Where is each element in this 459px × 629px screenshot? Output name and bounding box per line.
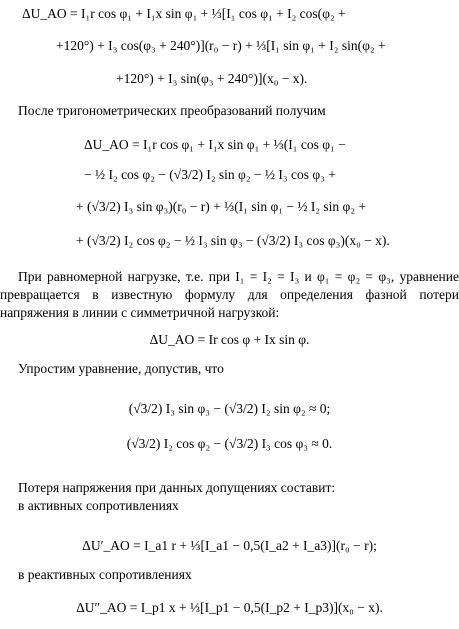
paragraph-4-line1: Потеря напряжения при данных допущениях составит: — [18, 480, 336, 495]
paragraph-2 — [0, 268, 459, 322]
paragraph-5: в реактивных сопротивлениях — [18, 567, 192, 582]
paragraph-2-text: При равномерной нагрузке, т.е. при I₁ = I₂ = I₃ и φ₁ = φ₂ = φ₃, уравнение превращается в известную формулу для определения фазной потери напряжения в линии с симметричной нагрузкой: — [0, 269, 459, 320]
equation-5: ΔU′_AO = I_a1 r + ⅓[I_a1 − 0,5(I_a2 + I_a3)](r₀ − r); — [82, 538, 377, 553]
eq4-line2: (√3/2) I₂ cos φ₂ − (√3/2) I₃ cos φ₃ ≈ 0. — [126, 436, 333, 451]
eq2-line4: + (√3/2) I₂ cos φ₂ − ½ I₃ sin φ₃ − (√3/2) I₃ cos φ₃)(x₀ − x). — [76, 233, 390, 248]
eq1-line1: ΔU_AO = I₁r cos φ₁ + I₁x sin φ₁ + ⅓[I₁ cos φ₁ + I₂ cos(φ₂ + — [22, 6, 346, 21]
eq2-line1: ΔU_AO = I₁r cos φ₁ + I₁x sin φ₁ + ⅓(I₁ cos φ₁ − — [84, 137, 346, 152]
paragraph-4-line2: в активных сопротивлениях — [18, 498, 179, 513]
paragraph-3: Упростим уравнение, допустив, что — [18, 361, 224, 376]
equation-6: ΔU″_AO = I_p1 x + ⅓[I_p1 − 0,5(I_p2 + I_p3)](x₀ − x). — [76, 600, 383, 615]
eq2-line2: − ½ I₂ cos φ₂ − (√3/2) I₂ sin φ₂ − ½ I₃ cos φ₃ + — [84, 167, 336, 182]
equation-3: ΔU_AO = Ir cos φ + Ix sin φ. — [149, 332, 310, 347]
eq2-line3: + (√3/2) I₃ sin φ₃)(r₀ − r) + ⅓(I₁ sin φ₁ − ½ I₂ sin φ₂ + — [76, 199, 367, 214]
paragraph-4 — [18, 479, 459, 515]
eq1-line3: +120°) + I₃ sin(φ₃ + 240°)](x₀ − x). — [116, 71, 308, 86]
paragraph-1: После тригонометрических преобразований получим — [18, 103, 326, 118]
eq4-line1: (√3/2) I₃ sin φ₃ − (√3/2) I₂ sin φ₂ ≈ 0; — [128, 401, 331, 416]
eq1-line2: +120°) + I₃ cos(φ₃ + 240°)](r₀ − r) + ⅓[I₁ sin φ₁ + I₂ sin(φ₂ + — [56, 38, 386, 53]
